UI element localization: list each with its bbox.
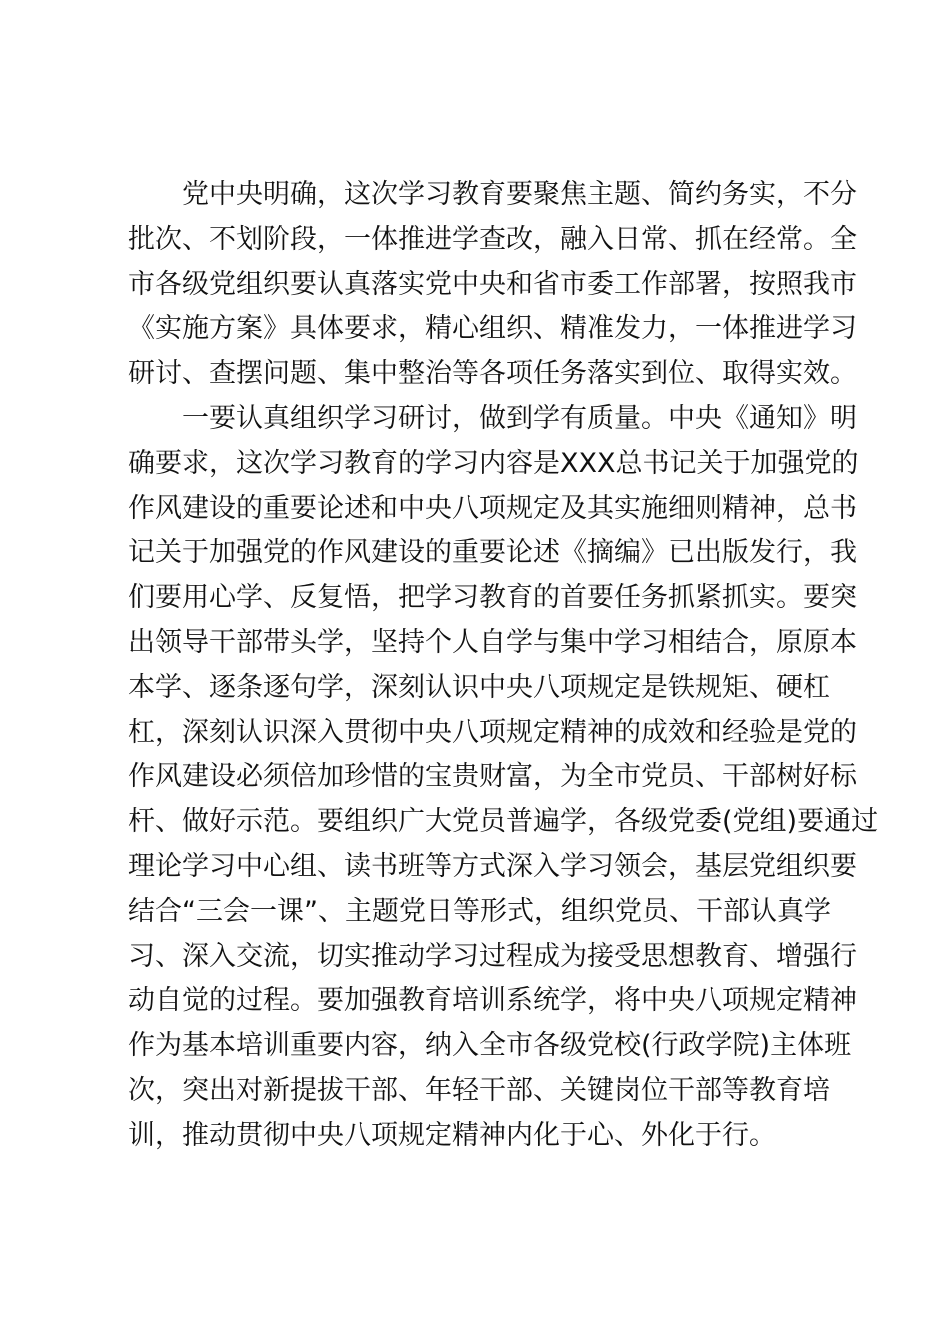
- paragraph-line: 研讨、查摆问题、集中整治等各项任务落实到位、取得实效。: [128, 358, 857, 390]
- paragraph-line: 杠，深刻认识深入贯彻中央八项规定精神的成效和经验是党的: [128, 716, 857, 748]
- document-body: [128, 173, 879, 1159]
- paragraph-line: 出领导干部带头学，坚持个人自学与集中学习相结合，原原本: [128, 626, 857, 658]
- paragraph-line: 习、深入交流，切实推动学习过程成为接受思想教育、增强行: [128, 940, 857, 972]
- paragraph-line: 理论学习中心组、读书班等方式深入学习领会，基层党组织要: [128, 850, 857, 882]
- paragraph-line: 记关于加强党的作风建设的重要论述《摘编》已出版发行，我: [128, 537, 857, 569]
- paragraph-1: [128, 173, 857, 397]
- paragraph-2: [128, 397, 879, 1159]
- paragraph-line: 本学、逐条逐句学，深刻认识中央八项规定是铁规矩、硬杠: [128, 671, 830, 703]
- paragraph-line: 作风建设的重要论述和中央八项规定及其实施细则精神，总书: [128, 492, 857, 524]
- paragraph-line: 市各级党组织要认真落实党中央和省市委工作部署，按照我市: [128, 268, 857, 300]
- paragraph-line: 确要求，这次学习教育的学习内容是XXX总书记关于加强党的: [128, 447, 859, 479]
- paragraph-line: 次，突出对新提拔干部、年轻干部、关键岗位干部等教育培: [128, 1074, 830, 1106]
- paragraph-line: 作风建设必须倍加珍惜的宝贵财富，为全市党员、干部树好标: [128, 761, 857, 793]
- paragraph-line: 们要用心学、反复悟，把学习教育的首要任务抓紧抓实。要突: [128, 582, 857, 614]
- paragraph-line: 一要认真组织学习研讨，做到学有质量。中央《通知》明: [182, 402, 857, 434]
- paragraph-line: 动自觉的过程。要加强教育培训系统学，将中央八项规定精神: [128, 985, 857, 1017]
- paragraph-line: 《实施方案》具体要求，精心组织、精准发力，一体推进学习: [128, 313, 857, 345]
- paragraph-line: 杆、做好示范。要组织广大党员普遍学，各级党委(党组)要通过: [128, 806, 879, 838]
- paragraph-line: 作为基本培训重要内容，纳入全市各级党校(行政学院)主体班: [128, 1030, 852, 1062]
- paragraph-line: 批次、不划阶段，一体推进学查改，融入日常、抓在经常。全: [128, 223, 857, 255]
- paragraph-line: 党中央明确，这次学习教育要聚焦主题、简约务实，不分: [182, 179, 857, 210]
- paragraph-line: 结合“三会一课”、主题党日等形式，组织党员、干部认真学: [128, 895, 831, 927]
- paragraph-line: 训，推动贯彻中央八项规定精神内化于心、外化于行。: [128, 1119, 776, 1151]
